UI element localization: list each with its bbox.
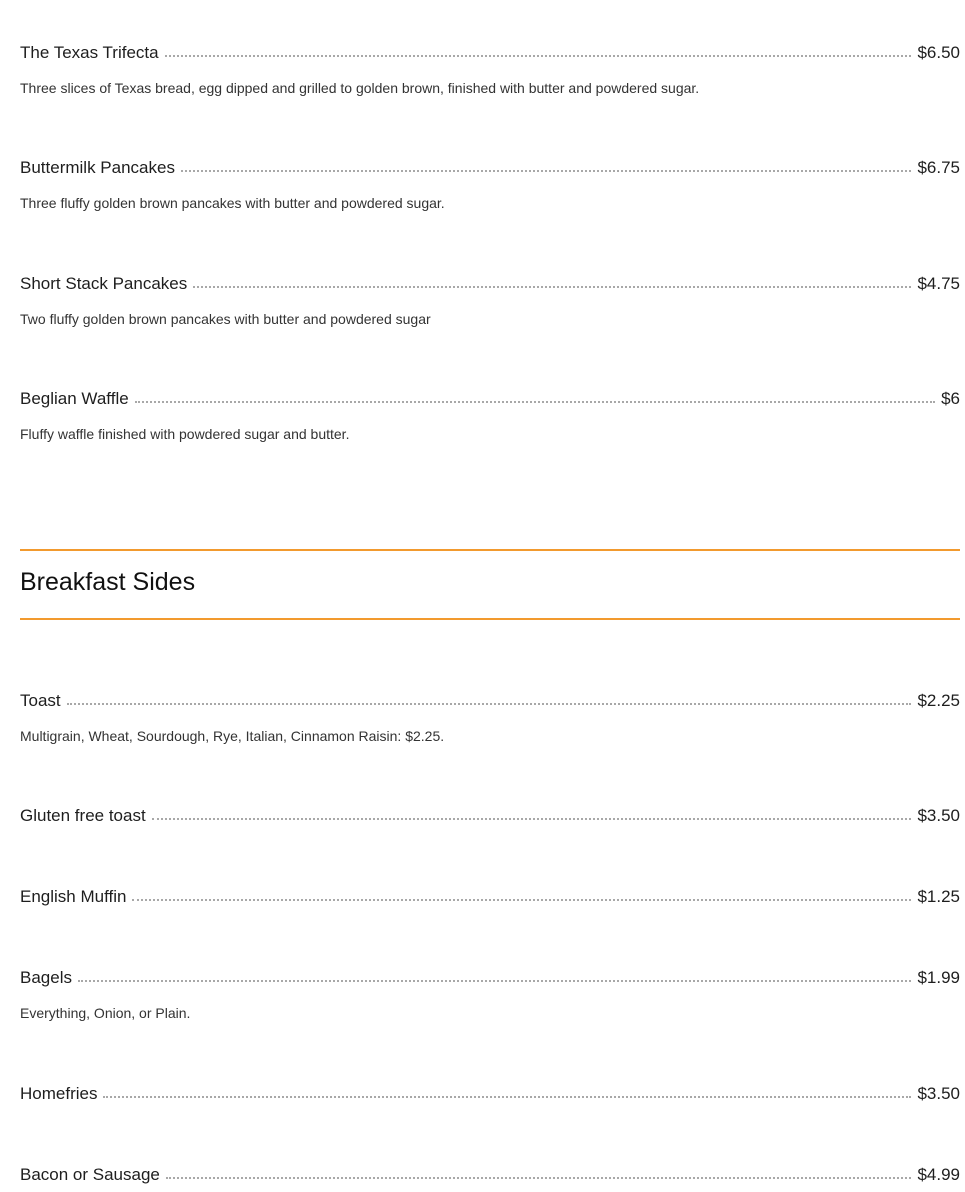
menu-item bbox=[20, 43, 960, 96]
menu-item bbox=[20, 158, 960, 211]
menu-item-name: Gluten free toast bbox=[20, 806, 146, 825]
dotted-leader bbox=[166, 1176, 912, 1179]
menu-item bbox=[20, 887, 960, 911]
menu-item-name: Bacon or Sausage bbox=[20, 1165, 160, 1184]
dotted-leader bbox=[165, 54, 912, 57]
dotted-leader bbox=[152, 817, 912, 820]
menu-item-name: Short Stack Pancakes bbox=[20, 274, 188, 293]
section-title: Breakfast Sides bbox=[20, 568, 196, 596]
menu-item-price: $6.75 bbox=[917, 158, 960, 177]
menu-item-price: $2.25 bbox=[917, 691, 960, 710]
section-divider-bottom bbox=[20, 618, 960, 620]
dotted-leader bbox=[78, 979, 911, 982]
dotted-leader bbox=[103, 1095, 911, 1098]
dotted-leader bbox=[67, 702, 912, 705]
menu-item-header bbox=[20, 43, 960, 67]
menu-item-price: $4.99 bbox=[917, 1165, 960, 1184]
menu-item-name: Beglian Waffle bbox=[20, 389, 129, 408]
menu-item bbox=[20, 1084, 960, 1108]
menu-item-header bbox=[20, 887, 960, 911]
section-divider-top bbox=[20, 549, 960, 551]
menu-item bbox=[20, 389, 960, 442]
dotted-leader bbox=[193, 285, 911, 288]
menu-item-description: Multigrain, Wheat, Sourdough, Rye, Italian, Cinnamon Raisin: $2.25. bbox=[20, 728, 445, 744]
menu-item-header bbox=[20, 389, 960, 413]
menu-item-price: $3.50 bbox=[917, 806, 960, 825]
menu-item-price: $6 bbox=[941, 389, 960, 408]
menu-item-name: Toast bbox=[20, 691, 61, 710]
menu-item-header bbox=[20, 968, 960, 992]
menu-item-price: $1.25 bbox=[917, 887, 960, 906]
menu-item-name: Bagels bbox=[20, 968, 72, 987]
menu-item bbox=[20, 968, 960, 1021]
menu-item-header bbox=[20, 1084, 960, 1108]
menu-item-price: $1.99 bbox=[917, 968, 960, 987]
dotted-leader bbox=[181, 169, 912, 172]
menu-item-header bbox=[20, 806, 960, 830]
menu-item-description: Fluffy waffle finished with powdered sugar and butter. bbox=[20, 426, 350, 442]
dotted-leader bbox=[132, 898, 911, 901]
menu-item-name: Homefries bbox=[20, 1084, 98, 1103]
menu-item-description: Everything, Onion, or Plain. bbox=[20, 1005, 191, 1021]
menu-item-name: English Muffin bbox=[20, 887, 127, 906]
menu-item-description: Three slices of Texas bread, egg dipped and grilled to golden brown, finished with butter and powdered sugar. bbox=[20, 80, 700, 96]
menu-item bbox=[20, 274, 960, 327]
menu-item bbox=[20, 806, 960, 830]
menu-item-header bbox=[20, 691, 960, 715]
menu-item bbox=[20, 1165, 960, 1189]
menu-item-name: The Texas Trifecta bbox=[20, 43, 159, 62]
menu-item-header bbox=[20, 1165, 960, 1189]
dotted-leader bbox=[135, 400, 935, 403]
menu-item-header bbox=[20, 158, 960, 182]
menu-item-description: Two fluffy golden brown pancakes with butter and powdered sugar bbox=[20, 311, 431, 327]
menu-item-description: Three fluffy golden brown pancakes with butter and powdered sugar. bbox=[20, 195, 445, 211]
menu-item-price: $3.50 bbox=[917, 1084, 960, 1103]
menu-item-price: $6.50 bbox=[917, 43, 960, 62]
menu-item-header bbox=[20, 274, 960, 298]
menu-item bbox=[20, 691, 960, 744]
menu-item-price: $4.75 bbox=[917, 274, 960, 293]
menu-item-name: Buttermilk Pancakes bbox=[20, 158, 175, 177]
